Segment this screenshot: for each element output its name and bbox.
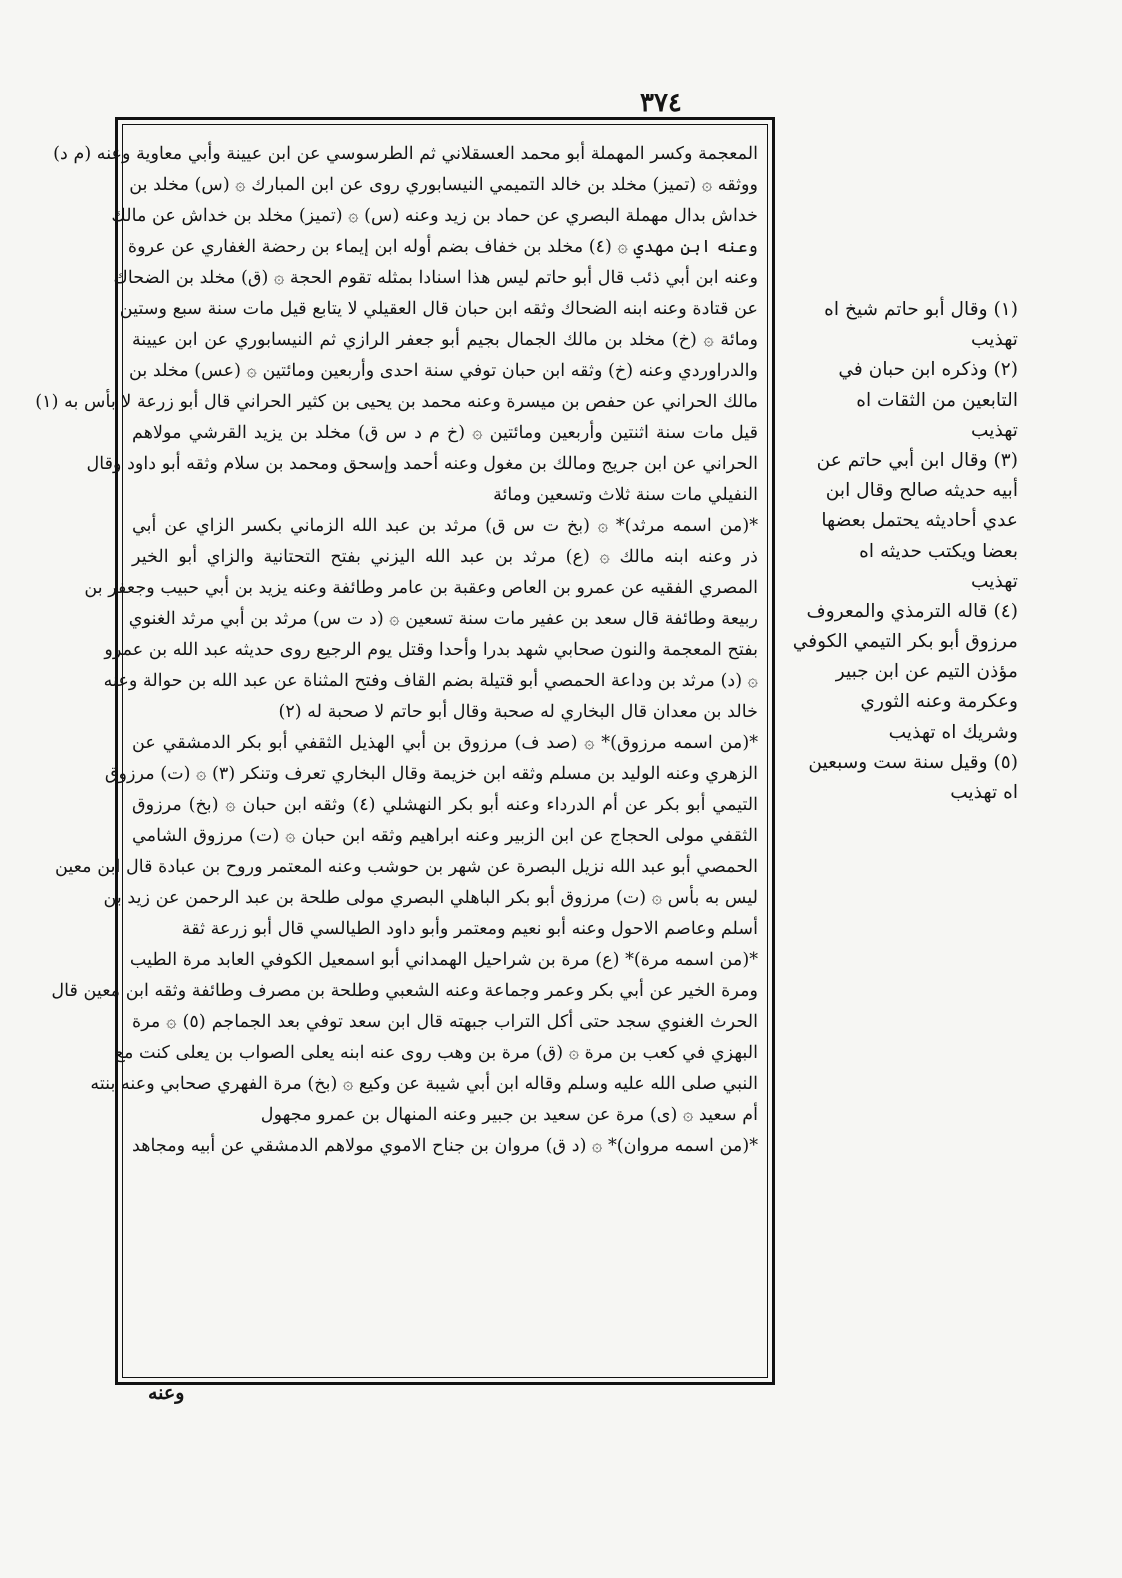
text-line: الحمصي أبو عبد الله نزيل البصرة عن شهر بن حوشب وعنه المعتمر وروح بن عبادة قال ابن معين [54,857,758,877]
footnote-line: (٣) وقال ابن أبي حاتم عن [816,449,1018,471]
footnote-line: بعضا ويكتب حديثه اه [859,540,1018,562]
text-line: خداش بدال مهملة البصري عن حماد بن زيد وعنه (س) ۞ (تميز) مخلد بن خداش عن مالك [111,206,758,226]
text-line: وعنه ابن مهدي ۞ (٤) مخلد بن خفاف بضم أوله ابن إيماء بن رحضة الغفاري عن عروة [127,237,758,257]
main-text-body [35,124,768,1378]
catchword: وعنه [148,1382,185,1404]
marginal-footnotes [778,295,1018,808]
footnote-line: تهذيب [971,570,1018,592]
footnote-line: مرزوق أبو بكر التيمي الكوفي [792,631,1018,653]
text-line: أسلم وعاصم الاحول وعنه أبو نعيم ومعتمر وأبو داود الطيالسي قال أبو زرعة ثقة [181,919,758,939]
footnote-line: (٥) وقيل سنة ست وسبعين [808,751,1018,773]
text-line: الحراني عن ابن جريج ومالك بن مغول وعنه أحمد وإسحق ومحمد بن سلام وثقه أبو داود وقال [86,454,758,474]
footnote-line: عدي أحاديثه يحتمل بعضها [821,510,1018,532]
text-line: بفتح المعجمة والنون صحابي شهد بدرا وأحدا وقتل يوم الرجيع روى حديثه عبد الله بن عمرو [104,640,758,660]
text-line: ومرة الخير عن أبي بكر وعمر وجماعة وعنه الشعبي وطلحة بن مصرف وطائفة وثقه ابن معين قال [51,981,758,1001]
footnote-line: مؤذن التيم عن ابن جبير [835,661,1018,683]
footnote-line: (٢) وذكره ابن حبان في [838,359,1018,381]
text-line: مالك الحراني عن حفص بن ميسرة وعنه محمد بن يحيى بن كثير الحراني قال أبو زرعة لا بأس به (١) [35,392,758,412]
text-line: ذر وعنه ابنه مالك ۞ (ع) مرثد بن عبد الله اليزني بفتح التحتانية والزاي أبو الخير [132,547,758,567]
text-line: الزهري وعنه الوليد بن مسلم وثقه ابن خزيمة وقال البخاري تعرف وتنكر (٣) ۞ (ت) مرزوق [104,764,758,784]
page-number: ٣٧٤ [640,88,682,118]
text-line: ليس به بأس ۞ (ت) مرزوق أبو بكر الباهلي البصري مولى طلحة بن عبد الرحمن عن زيد بن [103,888,758,908]
text-line: المصري الفقيه عن عمرو بن العاص وعقبة بن عامر وطائفة وعنه يزيد بن أبي حبيب وجعفر بن [84,578,758,598]
footnote-line: (٤) قاله الترمذي والمعروف [806,600,1018,622]
text-line: وعنه ابن أبي ذئب قال أبو حاتم ليس هذا اسنادا بمثله تقوم الحجة ۞ (ق) مخلد بن الضحاك [113,268,758,288]
text-line: الحرث الغنوي سجد حتى أكل التراب جبهته قال ابن سعد توفي بعد الجماجم (٥) ۞ مرة [132,1012,758,1032]
text-line: التيمي أبو بكر عن أم الدرداء وعنه أبو بكر النهشلي (٤) وثقه ابن حبان ۞ (بخ) مرزوق [132,795,758,815]
footnote-line: أبيه حديثه صالح وقال ابن [825,480,1018,502]
text-line: ربيعة وطائفة قال سعد بن عفير مات سنة تسعين ۞ (د ت س) مرثد بن أبي مرثد الغنوي [128,609,758,629]
text-line: *(من اسمه مروان)* ۞ (د ق) مروان بن جناح الاموي مولاهم الدمشقي عن أبيه ومجاهد [132,1136,758,1156]
text-line: ووثقه ۞ (تميز) مخلد بن خالد التميمي النيسابوري روى عن ابن المبارك ۞ (س) مخلد بن [129,175,758,195]
footnote-line: اه تهذيب [950,782,1018,803]
text-line: البهزي في كعب بن مرة ۞ (ق) مرة بن وهب روى عنه ابنه يعلى الصواب بن يعلى كنت مع [114,1043,758,1063]
footnote-line: التابعين من الثقات اه [856,389,1018,411]
text-line: النبي صلى الله عليه وسلم وقاله ابن أبي شيبة عن وكيع ۞ (بخ) مرة الفهري صحابي وعنه بنته [90,1074,758,1094]
text-line: النفيلي مات سنة ثلاث وتسعين ومائة [493,485,758,505]
text-line: والدراوردي وعنه (خ) وثقه ابن حبان توفي سنة احدى وأربعين ومائتين ۞ (عس) مخلد بن [128,361,758,381]
text-line: *(من اسمه مرثد)* ۞ (بخ ت س ق) مرثد بن عبد الله الزماني بكسر الزاي عن أبي [132,516,758,536]
text-line: المعجمة وكسر المهملة أبو محمد العسقلاني ثم الطرسوسي عن ابن عيينة وأبي معاوية وعنه (م د) [53,144,758,164]
text-line: الثقفي مولى الحجاج عن ابن الزبير وعنه ابراهيم وثقه ابن حبان ۞ (ت) مرزوق الشامي [132,826,758,846]
footnote-line: وشريك اه تهذيب [888,721,1018,743]
text-line: ۞ (د) مرثد بن وداعة الحمصي أبو قتيلة بضم القاف وفتح المثناة عن عبد الله بن حوالة وعنه [103,671,758,691]
text-line: خالد بن معدان قال البخاري له صحبة وقال أبو حاتم لا صحبة له (٢) [278,702,758,722]
text-line: ومائة ۞ (خ) مخلد بن مالك الجمال بجيم أبو جعفر الرازي ثم النيسابوري عن ابن عيينة [132,330,758,350]
footnote-line: تهذيب [971,329,1018,351]
text-line: أم سعيد ۞ (ى) مرة عن سعيد بن جبير وعنه المنهال بن عمرو مجهول [260,1105,758,1125]
footnote-line: تهذيب [971,419,1018,441]
text-line: عن قتادة وعنه ابنه الضحاك وثقه ابن حبان قال العقيلي لا يتابع قيل مات سنة سبع وستين [119,299,758,319]
footnote-line: (١) وقال أبو حاتم شيخ اه [824,299,1018,320]
main-text-frame [35,117,775,1385]
text-line: *(من اسمه مرزوق)* ۞ (صد ف) مرزوق بن أبي الهذيل الثقفي أبو بكر الدمشقي عن [132,733,758,753]
footnote-line: وعكرمة وعنه الثوري [860,691,1018,713]
text-line: قيل مات سنة اثنتين وأربعين ومائتين ۞ (خ م د س ق) مخلد بن يزيد القرشي مولاهم [132,423,758,443]
text-line: *(من اسمه مرة)* (ع) مرة بن شراحيل الهمداني أبو اسمعيل الكوفي العابد مرة الطيب [129,950,758,970]
